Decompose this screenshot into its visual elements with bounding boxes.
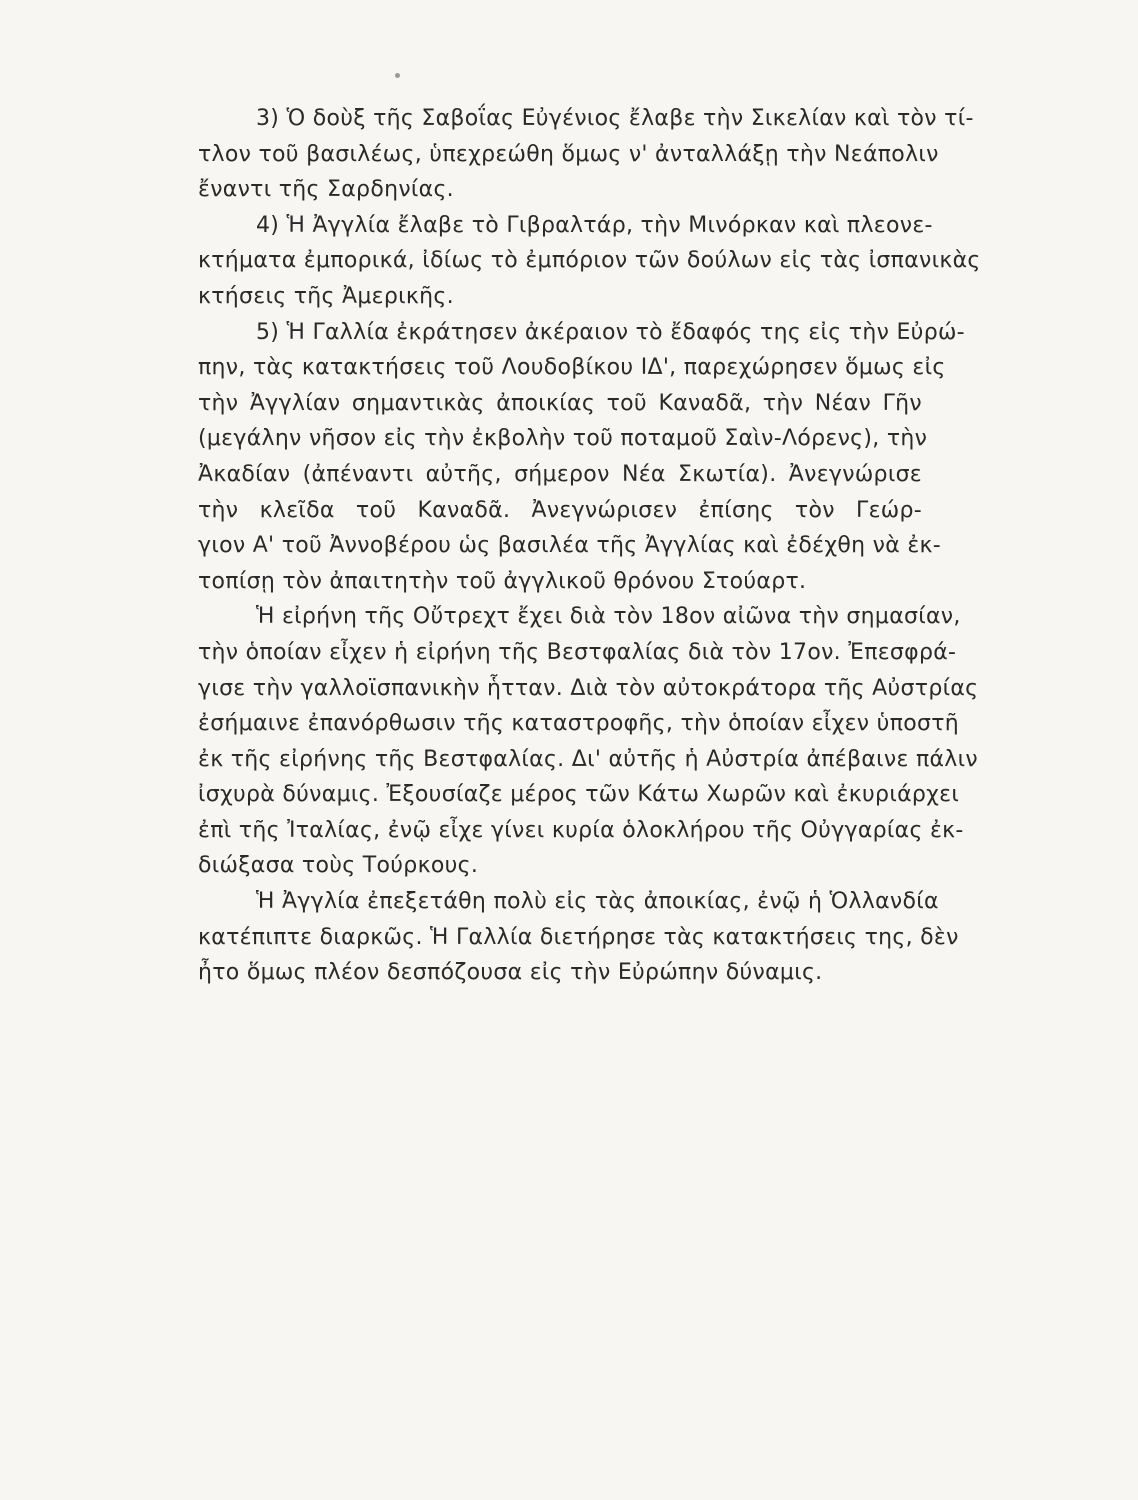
text-line: Ἡ εἰρήνη τῆς Οὔτρεχτ ἔχει διὰ τὸν 18ον αἰῶνα τὴν σημασίαν, bbox=[256, 604, 961, 630]
text-line: Ἡ Ἀγγλία ἐπεξετάθη πολὺ εἰς τὰς ἀποικίας, ἐνῷ ἡ Ὁλλανδία bbox=[256, 889, 939, 915]
text-line: ἐκ τῆς εἰρήνης τῆς Βεστφαλίας. Δι' αὐτῆς ἡ Αὐστρία ἀπέβαινε πάλιν bbox=[198, 746, 978, 772]
text-line: διώξασα τοὺς Τούρκους. bbox=[198, 853, 479, 879]
text-line: κτήσεις τῆς Ἀμερικῆς. bbox=[198, 283, 454, 309]
text-line: 5) Ἡ Γαλλία ἐκράτησεν ἀκέραιον τὸ ἔδαφός της εἰς τὴν Εὐρώ- bbox=[256, 319, 965, 345]
text-line: πην, τὰς κατακτήσεις τοῦ Λουδοβίκου ΙΔ', παρεχώρησεν ὅμως εἰς bbox=[198, 355, 946, 381]
text-line: κατέπιπτε διαρκῶς. Ἡ Γαλλία διετήρησε τὰς κατακτήσεις της, δὲν bbox=[198, 924, 959, 950]
text-line: τὴν κλεῖδα τοῦ Καναδᾶ. Ἀνεγνώρισεν ἐπίσης τὸν Γεώρ- bbox=[198, 497, 922, 523]
text-line: 4) Ἡ Ἀγγλία ἔλαβε τὸ Γιβραλτάρ, τὴν Μινόρκαν καὶ πλεονε- bbox=[256, 212, 933, 238]
text-line: τοπίσῃ τὸν ἀπαιτητὴν τοῦ ἀγγλικοῦ θρόνου Στούαρτ. bbox=[198, 568, 807, 594]
text-line: γιον Α' τοῦ Ἀννοβέρου ὡς βασιλέα τῆς Ἀγγλίας καὶ ἐδέχθη νὰ ἐκ- bbox=[198, 533, 942, 559]
text-line: ἰσχυρὰ δύναμις. Ἐξουσίαζε μέρος τῶν Κάτω Χωρῶν καὶ ἐκυριάρχει bbox=[198, 782, 960, 808]
text-line: τλον τοῦ βασιλέως, ὑπεχρεώθη ὅμως ν' ἀνταλλάξῃ τὴν Νεάπολιν bbox=[198, 141, 939, 167]
text-line: ἐσήμαινε ἐπανόρθωσιν τῆς καταστροφῆς, τὴν ὁποίαν εἶχεν ὑποστῆ bbox=[198, 711, 960, 737]
text-line: ἦτο ὅμως πλέον δεσπόζουσα εἰς τὴν Εὐρώπην δύναμις. bbox=[198, 960, 823, 986]
paper-speck bbox=[395, 73, 400, 78]
text-line: Ἀκαδίαν (ἀπέναντι αὐτῆς, σήμερον Νέα Σκωτία). Ἀνεγνώρισε bbox=[198, 461, 922, 487]
text-line: ἐπὶ τῆς Ἰταλίας, ἐνῷ εἶχε γίνει κυρία ὁλοκλήρου τῆς Οὐγγαρίας ἐκ- bbox=[198, 817, 964, 843]
text-line: (μεγάλην νῆσον εἰς τὴν ἐκβολὴν τοῦ ποταμοῦ Σαὶν-Λόρενς), τὴν bbox=[198, 426, 928, 452]
text-line: τὴν ὁποίαν εἶχεν ἡ εἰρήνη τῆς Βεστφαλίας διὰ τὸν 17ον. Ἐπεσφρά- bbox=[198, 639, 957, 665]
text-line: κτήματα ἐμπορικά, ἰδίως τὸ ἐμπόριον τῶν δούλων εἰς τὰς ἰσπανικὰς bbox=[198, 248, 981, 274]
text-line: ἔναντι τῆς Σαρδηνίας. bbox=[198, 177, 454, 203]
text-line: γισε τὴν γαλλοϊσπανικὴν ἧτταν. Διὰ τὸν αὐτοκράτορα τῆς Αὐστρίας bbox=[198, 675, 979, 701]
text-line: τὴν Ἀγγλίαν σημαντικὰς ἀποικίας τοῦ Καναδᾶ, τὴν Νέαν Γῆν bbox=[198, 390, 922, 416]
text-line: 3) Ὁ δοὺξ τῆς Σαβοΐας Εὐγένιος ἔλαβε τὴν Σικελίαν καὶ τὸν τί- bbox=[256, 106, 974, 131]
body-text bbox=[198, 101, 981, 991]
